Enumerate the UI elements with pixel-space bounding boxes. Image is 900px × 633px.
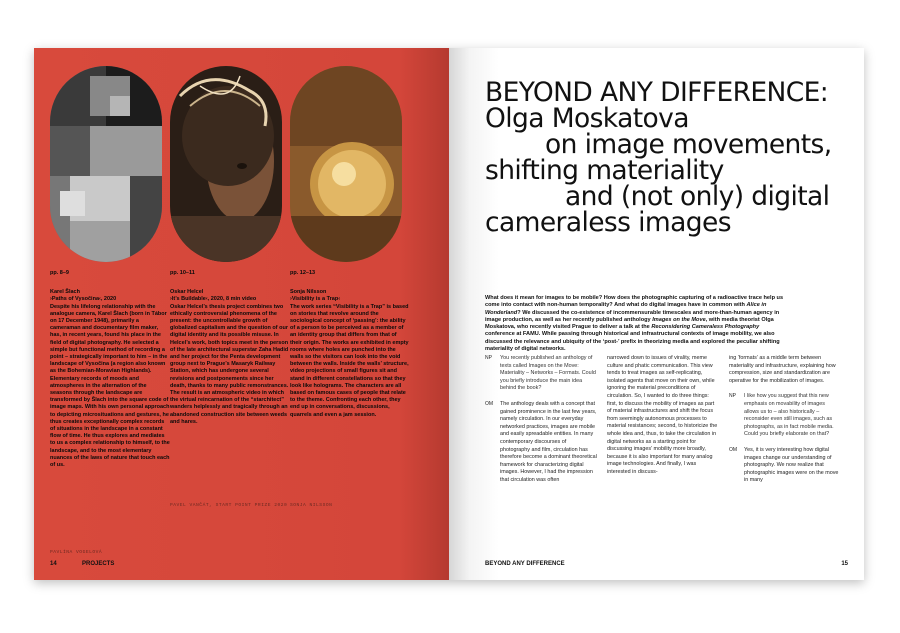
project-pages: pp. 10–11: [170, 270, 195, 276]
interview-text: I like how you suggest that this new emphasis on movability of images allows us to – also historically – reconsider even still images, such as photographs, as in fact mobile media. Could you briefly elaborate on that?: [744, 393, 834, 438]
headline-line: Olga Moskatova: [485, 103, 689, 134]
project-credit: SONJA NILSSON: [290, 503, 333, 508]
interview-text: The anthology deals with a concept that gained prominence in the last few years, namely circulation. In our everyday networked practices, images are mobile and easily spreadable entities. In many contemporary discourses of photography and film, circulation has therefore become a dominant theoretical framework for characterizing digital images. However, I had the impression that circulation was often: [500, 400, 597, 483]
project-column-1: [50, 270, 170, 469]
interview-question: [729, 393, 841, 439]
interview-answer: [607, 355, 719, 477]
interview-column-3: [729, 355, 841, 493]
intro-text: What does it mean for images to be mobile? How does the photographic capturing of a radioactive trace help us come into contact with non-human temporality? And what do digital images have in common with: [485, 295, 784, 309]
project-author: Sonja Nilsson: [290, 289, 327, 296]
interview-question: [485, 355, 597, 393]
speaker-initials: NP: [729, 393, 736, 400]
photo-paths-of-vysocina: [50, 66, 162, 262]
interview-column-2: [607, 355, 719, 485]
photo-its-buildable: [170, 66, 282, 262]
project-description: The work series “Visibility is a Trap” is based on stories that revolve around the sociological concept of ‘passing’: the ability of a person to be perceived as a member of an identity group that differs from that of their origin. The works are exhibited in empty rooms where holes are punched into the walls so the visitors can look into the void between the walls. Inside the walls’ structure, video projections of small figures sit and stand in different constellations so that they look like holograms. The characters are all based on famous cases of people that relate to the theme. Confronting each other, they end up in conversations, discussions, quarrels and even a jam session.: [290, 303, 409, 418]
speaker-initials: OM: [729, 446, 738, 453]
project-work: ›Paths of Vysočina‹, 2020: [50, 296, 117, 303]
interview-text: You recently published an anthology of texts called Images on the Move: Materiality – Networks – Formats. Could you briefly introduce the main idea behind the book?: [500, 355, 596, 392]
headline-line: on image movements,: [545, 129, 832, 160]
page-number-right: 15: [841, 561, 848, 567]
headline-line: cameraless images: [485, 207, 731, 238]
headline-line: shifting materiality: [485, 155, 724, 186]
interview-text: narrowed down to issues of virality, meme culture and phatic communication. This view tends to treat images as self-replicating, isolated agents that move on their own, while ignoring the material preconditions of circulation. So, I wanted to do three things: first, to discuss the mobility of images as part of material infrastructures and shift the focus from seemingly autonomous processes to material resistances; second, to historicize the whole idea and, thus, to take the circulation in digital networks as a starting point for discussing images’ mobility more broadly, because it is also important for many analog image technologies. And finally, I was interested in discuss-: [607, 355, 718, 475]
left-page: [34, 48, 449, 580]
speaker-initials: NP: [485, 355, 492, 361]
project-work: ›Visibility is a Trap‹: [290, 296, 341, 303]
interview-answer: [729, 447, 841, 485]
project-credit: PAVLÍNA VOGELOVÁ: [50, 550, 103, 555]
project-credit: PAVEL VANČÁT, START POINT PRIZE 2020: [170, 503, 288, 508]
section-label-left: PROJECTS: [82, 561, 115, 567]
article-intro: [485, 295, 785, 353]
interview-text: ing ‘formats’ as a middle term between materiality and infrastructure, explaining how compression, size and standardization are operative for the mobilization of images.: [729, 355, 836, 384]
project-description: Oskar Helcel’s thesis project combines two ethically controversial phenomena of the present: the uncontrollable growth of globalized capitalism and the question of our digital identity and its possible misuse. In Helcel’s work, both topics meet in the person of the late architectural superstar Zaha Hadid and her project for the Penta development group next to Prague’s Masaryk Railway Station, which has undergone several revisions and postponements since her death, thanks to many public remonstrances. The result is an atmospheric video in which the virtual reincarnation of the “starchitect” wanders helplessly and tragically through an abandoned construction site between weeds and hares.: [170, 303, 289, 425]
project-author: Oskar Helcel: [170, 289, 204, 296]
intro-title: Images on the Move: [652, 316, 706, 323]
project-column-3: [290, 270, 410, 419]
interview-answer: [485, 401, 597, 485]
intro-text: , with media theorist Olga Moskatova, who recently visited Prague to deliver a talk at the: [485, 316, 774, 331]
interview-text: Yes, it is very interesting how digital images change our understanding of photography. We now realize that photographic images were on the move in many: [744, 446, 839, 484]
page-number-left: 14: [50, 561, 57, 567]
project-work: ›It’s Buildable‹, 2020, 8 min video: [170, 296, 257, 303]
speaker-initials: OM: [485, 400, 494, 407]
project-author: Karel Šlach: [50, 289, 80, 296]
right-page: [449, 48, 864, 580]
interview-column-1: [485, 355, 597, 493]
intro-title: Alice in Wonderland: [485, 302, 767, 316]
photo-visibility-is-a-trap: [290, 66, 402, 262]
headline-line: and (not only) digital: [565, 181, 830, 212]
article-headline: [485, 77, 832, 238]
project-pages: pp. 12–13: [290, 270, 316, 276]
intro-text: conference at FAMU. While passing through historical and infrastructural contexts of image mobility, we also discussed the relevance and ubiquity of the ‘post-’ prefix in theorizing media and explored the peculiar shifting materiality of digital networks.: [485, 331, 780, 353]
section-label-right: BEYOND ANY DIFFERENCE: [485, 561, 565, 567]
project-pages: pp. 8–9: [50, 270, 69, 276]
headline-line: BEYOND ANY DIFFERENCE:: [485, 77, 829, 108]
interview-answer: [729, 355, 841, 385]
intro-title: Reconsidering Cameraless Photography: [651, 324, 760, 331]
project-column-2: [170, 270, 290, 426]
intro-text: ? We discussed the co-existence of incommensurable timescales and more-than-human agency in image production, as well as her recently published anthology: [485, 309, 780, 323]
magazine-spread: [34, 48, 864, 580]
project-description: Despite his lifelong relationship with the analogue camera, Karel Šlach (born in Tábor on 17 December 1948), primarily a cameraman and documentary film maker, has, in recent years, found his place in the field of digital photography. He selected a simple but functional method of recording a point – strategically important to him – in the landscape of Vysočina (a region also known as the Bohemian-Moravian Highlands). Elementary records of moods and atmospheres in the alternation of the seasons through the landscape are transformed by Šlach into the square code of image maps. With his own personal approach to depicting microsituations and gestures, he thus creates exceptionally complex records of situations in the landscape in a constant flow of time. He thus explores and mediates to us a complex relationship to himself, to the landscape, and to the most elementary nuances of the laws of nature that touch each of us.: [50, 303, 170, 469]
